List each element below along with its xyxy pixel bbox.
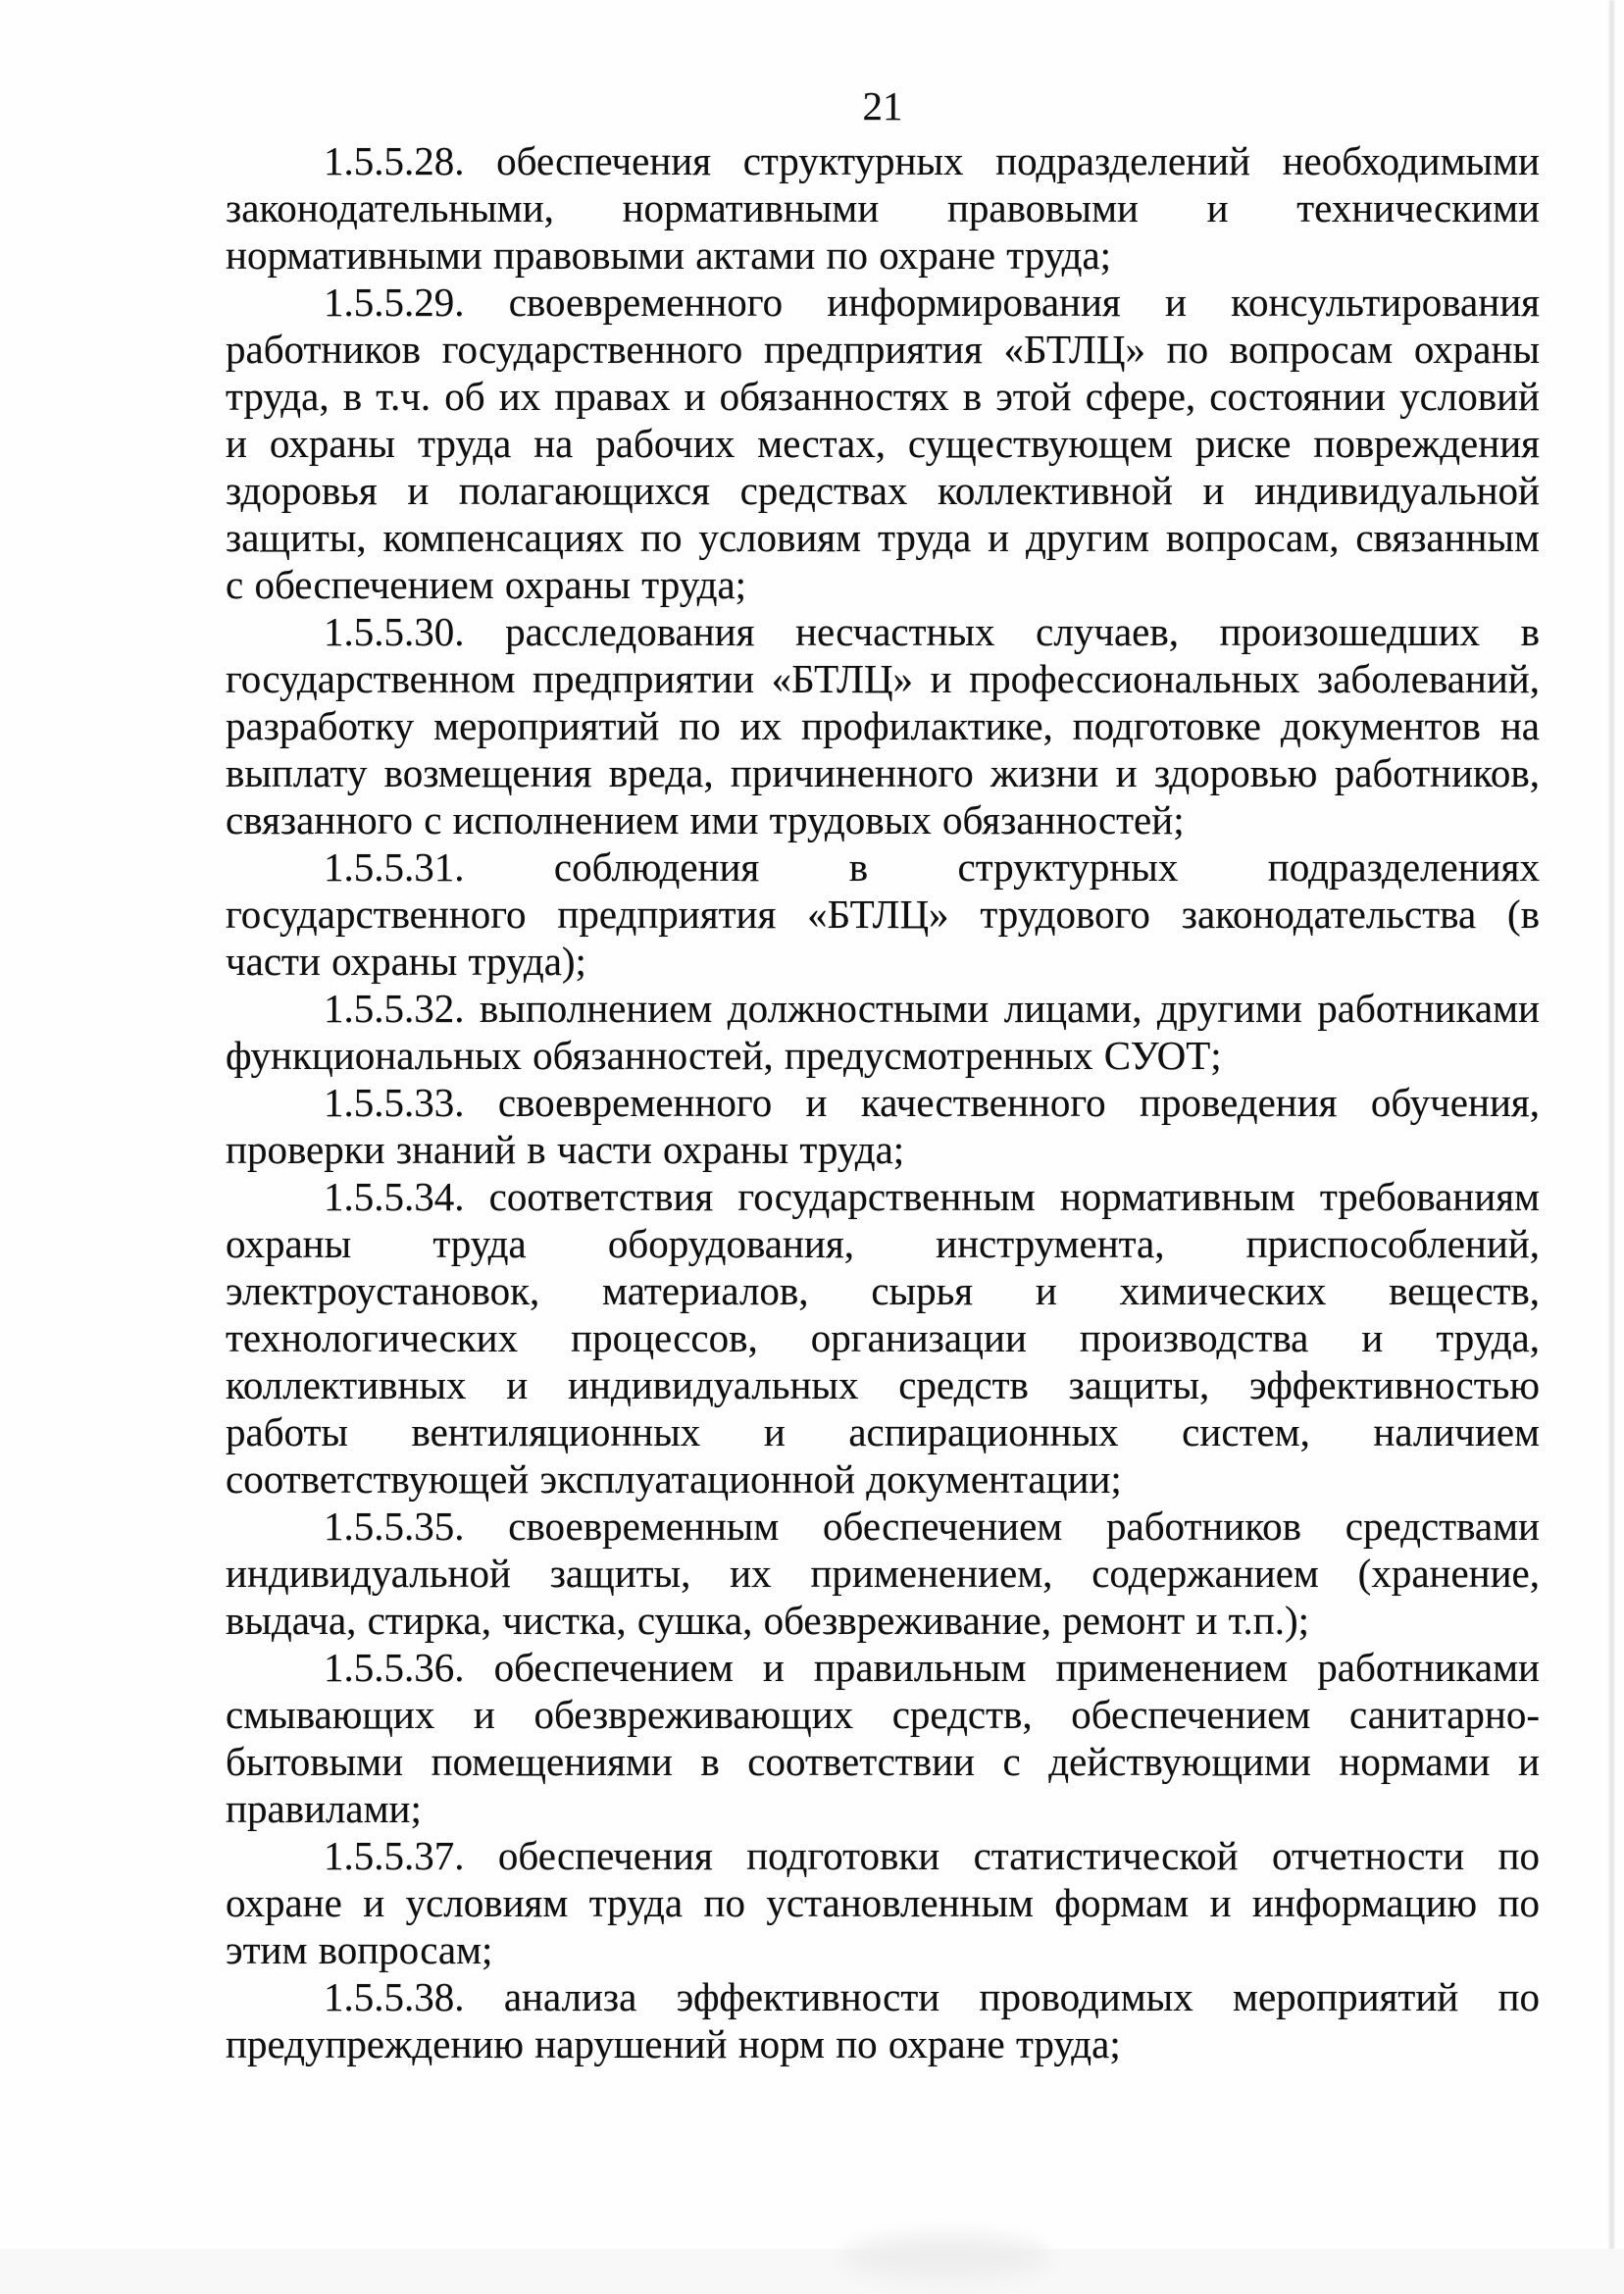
scan-smudge-artifact	[843, 2234, 1049, 2281]
text-line: правилами;	[226, 1786, 422, 1831]
text-line: бытовыми помещениями в соответствии с действующими нормами и	[226, 1739, 1540, 1784]
paragraph	[226, 608, 1540, 843]
text-line: этим вопросам;	[226, 1927, 493, 1972]
text-line: 1.5.5.29. своевременного информирования и консультирования	[324, 280, 1540, 325]
text-line: 1.5.5.36. обеспечением и правильным применением работниками	[324, 1645, 1540, 1690]
text-block	[226, 137, 1540, 2067]
text-line: государственном предприятии «БТЛЦ» и профессиональных заболеваний,	[226, 656, 1540, 701]
paragraph	[226, 1173, 1540, 1503]
text-line: функциональных обязанностей, предусмотренных СУОТ;	[226, 1033, 1222, 1078]
text-line: защиты, компенсациях по условиям труда и другим вопросам, связанным	[226, 515, 1540, 560]
scan-edge-artifact	[1609, 0, 1614, 2294]
text-line: законодательными, нормативными правовыми и техническими	[226, 185, 1540, 230]
text-line: коллективных и индивидуальных средств защиты, эффективностью	[226, 1362, 1540, 1407]
text-line: проверки знаний в части охраны труда;	[226, 1127, 905, 1172]
text-line: индивидуальной защиты, их применением, содержанием (хранение,	[226, 1551, 1540, 1596]
text-line: государственного предприятия «БТЛЦ» трудового законодательства (в	[226, 892, 1540, 937]
text-line: работников государственного предприятия «БТЛЦ» по вопросам охраны	[226, 327, 1540, 372]
paragraph	[226, 279, 1540, 608]
text-line: 1.5.5.37. обеспечения подготовки статистической отчетности по	[324, 1833, 1540, 1878]
text-line: 1.5.5.30. расследования несчастных случаев, произошедших в	[324, 609, 1540, 654]
text-line: выплату возмещения вреда, причиненного жизни и здоровью работников,	[226, 750, 1540, 795]
paragraph	[226, 1644, 1540, 1832]
text-line: предупреждению нарушений норм по охране труда;	[226, 2021, 1121, 2066]
paragraph	[226, 1832, 1540, 1973]
text-line: части охраны труда);	[226, 939, 586, 984]
scan-bottom-artifact	[0, 2249, 1624, 2294]
text-line: технологических процессов, организации производства и труда,	[226, 1315, 1540, 1360]
text-line: и охраны труда на рабочих местах, существующем риске повреждения	[226, 421, 1540, 466]
text-line: связанного с исполнением ими трудовых обязанностей;	[226, 797, 1185, 842]
text-line: 1.5.5.33. своевременного и качественного проведения обучения,	[324, 1080, 1540, 1125]
paragraph	[226, 985, 1540, 1079]
text-line: 1.5.5.38. анализа эффективности проводимых мероприятий по	[324, 1974, 1540, 2019]
text-line: с обеспечением охраны труда;	[226, 562, 747, 607]
text-line: электроустановок, материалов, сырья и химических веществ,	[226, 1268, 1540, 1313]
page-number: 21	[862, 83, 903, 128]
text-line: соответствующей эксплуатационной документации;	[226, 1456, 1122, 1502]
text-line: разработку мероприятий по их профилактике, подготовке документов на	[226, 703, 1540, 748]
text-line: выдача, стирка, чистка, сушка, обезвреживание, ремонт и т.п.);	[226, 1598, 1309, 1643]
text-line: 1.5.5.31. соблюдения в структурных подразделениях	[324, 844, 1540, 890]
text-line: нормативными правовыми актами по охране труда;	[226, 232, 1112, 278]
text-line: 1.5.5.34. соответствия государственным нормативным требованиям	[324, 1174, 1540, 1219]
text-line: работы вентиляционных и аспирационных систем, наличием	[226, 1409, 1540, 1454]
text-line: 1.5.5.35. своевременным обеспечением работников средствами	[324, 1504, 1540, 1549]
paragraph	[226, 1973, 1540, 2067]
text-line: 1.5.5.32. выполнением должностными лицами, другими работниками	[324, 986, 1540, 1031]
paragraph	[226, 843, 1540, 985]
text-line: смывающих и обезвреживающих средств, обеспечением санитарно-	[226, 1692, 1540, 1737]
paragraph	[226, 1503, 1540, 1644]
text-line: охраны труда оборудования, инструмента, приспособлений,	[226, 1221, 1540, 1266]
paragraph	[226, 1079, 1540, 1173]
text-line: труда, в т.ч. об их правах и обязанностях в этой сфере, состоянии условий	[226, 374, 1540, 419]
text-line: здоровья и полагающихся средствах коллективной и индивидуальной	[226, 468, 1540, 513]
text-line: охране и условиям труда по установленным формам и информацию по	[226, 1880, 1540, 1925]
paragraph	[226, 137, 1540, 279]
text-line: 1.5.5.28. обеспечения структурных подразделений необходимыми	[324, 138, 1540, 183]
